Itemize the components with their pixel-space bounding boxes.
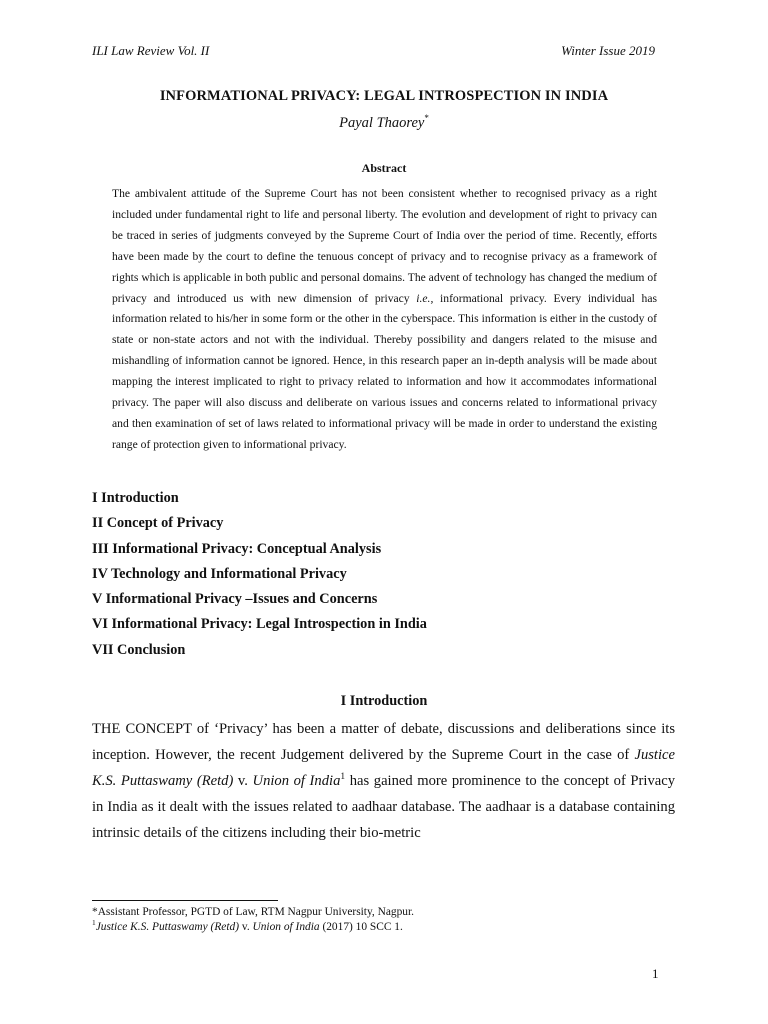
body-text-part-1: THE CONCEPT of ‘Privacy’ has been a matter of debate, discussions and deliberations since its inception. However, the recent Judgement delivered by the Supreme Court in the case of bbox=[92, 721, 675, 764]
body-text-part-2: has gained more prominence to the concept of Privacy in India as it dealt with the issues related to aadhaar database. The aadhaar is a database containing intrinsic details of the citizens including their bio-metric bbox=[92, 773, 676, 842]
footnote-1-mark: * bbox=[92, 906, 98, 918]
footnote-2-party: Union of India bbox=[252, 921, 320, 933]
toc-item: I Introduction bbox=[92, 490, 179, 506]
body-paragraph bbox=[92, 716, 675, 846]
author-name: Payal Thaorey bbox=[339, 115, 425, 131]
author-line bbox=[0, 115, 768, 132]
case-party: Union of India bbox=[252, 773, 341, 790]
paper-title: INFORMATIONAL PRIVACY: LEGAL INTROSPECTION IN INDIA bbox=[159, 88, 609, 104]
author-footnote-mark: * bbox=[424, 113, 429, 124]
abstract-text bbox=[112, 184, 657, 456]
abstract-part-2: informational privacy. Every individual has information related to his/her in some form or the other in the cyberspace. This information is either in the custody of state or non-state actors and not with the individual. Thereby possibility and dangers related to the misuse and mishandling of information cannot be ignored. Hence, in this research paper an in-depth analysis will be made about mapping the interest implicated to right to privacy related to information and how it accommodates informational privacy. The paper will also discuss and deliberate on various issues and concerns related to informational privacy and then examination of set of laws related to informational privacy will be made in order to understand the existing range of protection given to informational privacy. bbox=[112, 291, 657, 451]
toc-item: VII Conclusion bbox=[92, 641, 186, 658]
footnote-1 bbox=[92, 906, 414, 918]
footnote-2-mark: 1 bbox=[92, 918, 96, 928]
toc-item: II Concept of Privacy bbox=[92, 515, 224, 532]
abstract-italic: i.e., bbox=[416, 291, 434, 305]
case-name: Justice K.S. Puttaswamy (Retd) bbox=[92, 747, 675, 790]
versus: v. bbox=[233, 773, 253, 790]
footnote-rule bbox=[92, 900, 278, 901]
footnote-2-case: Justice K.S. Puttaswamy (Retd) bbox=[95, 921, 240, 933]
toc-item: VI Informational Privacy: Legal Introspection in India bbox=[92, 616, 427, 633]
abstract-heading: Abstract bbox=[361, 161, 407, 175]
footnote-2 bbox=[92, 918, 403, 933]
footnote-2-citation: (2017) 10 SCC 1. bbox=[319, 921, 403, 933]
footnote-ref: 1 bbox=[340, 772, 346, 783]
abstract-part-1: The ambivalent attitude of the Supreme Court has not been consistent whether to recognised privacy as a right included under fundamental right to life and personal liberty. The evolution and development of right to privacy can be traced in series of judgments conveyed by the Supreme Court of India over the period of time. Recently, efforts have been made by the court to define the tenuous concept of privacy and to recognise privacy as a framework of rights which is applicable in both public and personal domains. The advent of technology has changed the medium of privacy and introduced us with new dimension of privacy bbox=[112, 187, 657, 305]
table-of-contents bbox=[92, 486, 652, 663]
toc-item: V Informational Privacy –Issues and Concerns bbox=[92, 591, 378, 608]
footnote-2-versus: v. bbox=[239, 921, 253, 933]
running-header-left: ILI Law Review Vol. II bbox=[92, 43, 210, 58]
toc-item: IV Technology and Informational Privacy bbox=[92, 565, 347, 582]
running-header-right: Winter Issue 2019 bbox=[561, 43, 655, 58]
section-heading: I Introduction bbox=[340, 693, 428, 709]
toc-item: III Informational Privacy: Conceptual Analysis bbox=[92, 540, 382, 557]
page-number: 1 bbox=[652, 966, 659, 981]
footnote-1-text: Assistant Professor, PGTD of Law, RTM Nagpur University, Nagpur. bbox=[97, 906, 414, 918]
